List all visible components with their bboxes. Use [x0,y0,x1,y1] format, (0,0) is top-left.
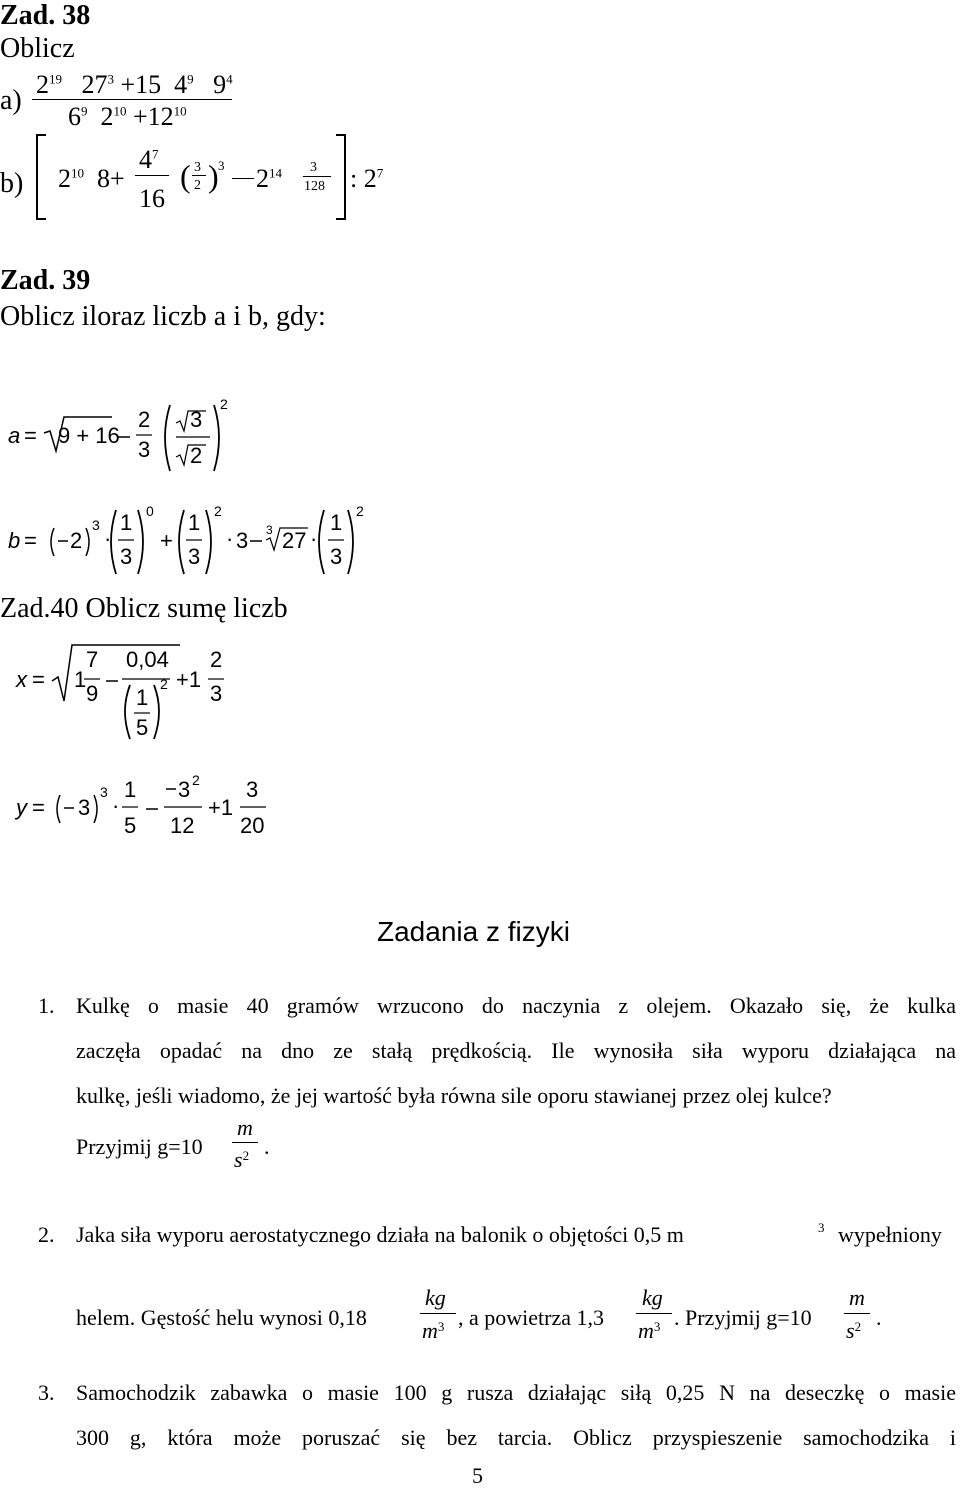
p1-number: 1. [38,993,55,1018]
zad38-a-fraction-bar [32,99,232,100]
zad39-title: Zad. 39 [0,265,91,296]
svg-text:·: · [112,793,120,818]
zad39-formula-a [0,395,240,485]
svg-text:7: 7 [86,647,99,672]
svg-text:=: = [24,528,37,553]
svg-text:=: = [32,795,45,820]
p2-number: 2. [38,1222,55,1247]
p2-line-2b: , a powietrza 1,3 [458,1305,604,1330]
svg-text:2: 2 [70,528,83,553]
svg-text:3: 3 [178,777,191,802]
svg-text:20: 20 [240,813,265,838]
p2-line-2c: . Przyjmij g=10 [674,1305,812,1330]
p1-line-2: zaczęła opadać na dno ze stałą prędkością. Ile wynosiła siła wyporu działająca na [76,1038,956,1063]
svg-text:b: b [8,528,21,553]
svg-text:12: 12 [170,813,195,838]
svg-text:+1: +1 [208,795,234,820]
svg-text:3: 3 [188,544,201,569]
svg-text:y: y [16,795,27,820]
svg-text:1: 1 [188,510,201,535]
svg-text:2: 2 [160,676,168,692]
zad38-title: Zad. 38 [0,0,91,31]
svg-text:3: 3 [78,795,91,820]
svg-text:2: 2 [190,443,203,468]
zad40-formula-y [0,775,280,845]
zad38-a-numerator: $2^{19}$ $27^3 +15$ $4^9$ $9^4$ [36,70,233,99]
p3-number: 3. [38,1380,55,1405]
svg-text:2: 2 [138,407,151,432]
page-number: 5 [472,1463,483,1488]
zad39-formula-b [0,500,380,580]
zad38-a-denominator: $6^9$ $2^{10} +12^{10}$ [68,102,187,131]
zad38-a-label: a) [0,85,22,116]
svg-text:a: a [8,423,21,448]
p2-line-1: Jaka siła wyporu aerostatycznego działa na balonik o objętości 0,5 m [76,1222,684,1247]
svg-text:2: 2 [356,503,364,519]
svg-text:3: 3 [236,528,249,553]
zad38-b-term1: $2^{10}$ 8+ [58,164,125,193]
svg-text:0,04: 0,04 [126,647,169,672]
svg-text:5: 5 [136,715,149,740]
svg-text:3: 3 [92,517,100,533]
svg-text:=: = [24,423,37,448]
svg-text:0: 0 [146,503,154,519]
zad40-formula-x [0,635,240,745]
svg-text:9: 9 [86,681,99,706]
svg-text:3: 3 [120,544,133,569]
svg-text:2: 2 [210,647,223,672]
zad39-instruction: Oblicz iloraz liczb a i b, gdy: [0,301,326,332]
svg-text:·: · [104,526,112,551]
svg-text:3: 3 [266,523,273,537]
svg-text:1: 1 [120,510,133,535]
svg-text:·: · [310,526,318,551]
zad38-instruction: Oblicz [0,33,75,64]
svg-text:5: 5 [124,813,137,838]
svg-text:3: 3 [138,437,151,462]
left-bracket [34,134,48,220]
svg-text:2: 2 [192,775,200,788]
svg-text:3: 3 [190,407,203,432]
p2-line-1-end: wypełniony [838,1222,942,1247]
p3-line-2: 300 g, która może poruszać się bez tarcia. Oblicz przyspieszenie samochodzika i [76,1425,956,1450]
svg-text:+: + [160,528,173,553]
svg-text:x: x [16,667,27,692]
svg-text:1: 1 [136,685,149,710]
physics-heading: Zadania z fizyki [377,916,570,947]
svg-text:27: 27 [282,528,307,553]
svg-text:=: = [32,667,45,692]
p3-line-1: Samochodzik zabawka o masie 100 g rusza działając siłą 0,25 N na deseczkę o masie [76,1380,956,1405]
zad38-b-label: b) [0,168,24,199]
p2-cubed: 3 [818,1220,825,1235]
svg-text:3: 3 [210,681,223,706]
svg-text:3: 3 [100,784,108,800]
svg-text:2: 2 [214,503,222,519]
svg-text:9 + 16: 9 + 16 [58,423,120,448]
svg-text:·: · [226,526,234,551]
svg-text:2: 2 [220,396,228,412]
svg-text:1: 1 [330,510,343,535]
svg-text:+1: +1 [176,667,202,692]
p1-accept: Przyjmij g=10 [76,1134,203,1159]
svg-text:1: 1 [124,777,137,802]
p2-line-2a: helem. Gęstość helu wynosi 0,18 [76,1305,367,1330]
p1-line-3: kulkę, jeśli wiadomo, że jej wartość była równa sile oporu stawianej przez olej kulce? [76,1083,832,1108]
right-bracket [334,134,348,220]
svg-text:3: 3 [246,777,259,802]
svg-text:3: 3 [330,544,343,569]
p1-line-1: Kulkę o masie 40 gramów wrzucono do naczynia z olejem. Okazało się, że kulka [76,993,956,1018]
zad40-title: Zad.40 Oblicz sumę liczb [0,593,288,624]
svg-text:1: 1 [74,667,87,692]
